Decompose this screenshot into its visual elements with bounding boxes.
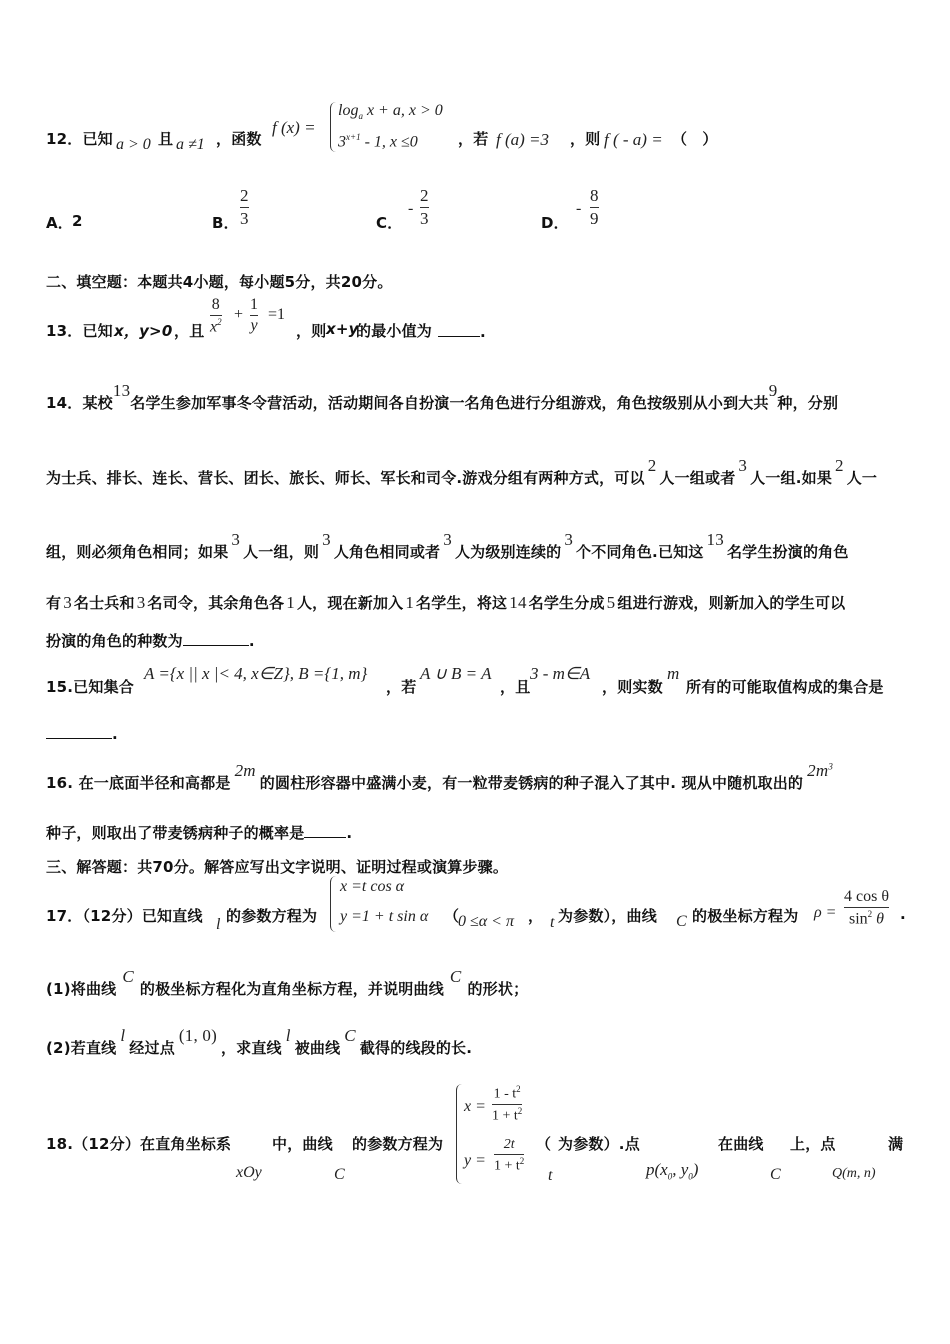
q12-fx: f (x) =: [272, 118, 316, 137]
q13-rest1: ，则: [296, 322, 327, 340]
q12-option-a-value: 2: [72, 212, 83, 230]
q12-cond1: a > 0: [116, 136, 151, 153]
q17-prefix: 17．（12分）已知直线: [46, 907, 203, 925]
q12-if-text: ，若: [458, 130, 489, 148]
q15-answer-blank[interactable]: .: [46, 724, 118, 743]
q18-paren-open: （: [536, 1135, 552, 1153]
q12-option-c-fraction: 2 3: [420, 186, 429, 228]
q13-plus: +: [234, 306, 244, 323]
q18-paren-close: 为参数）.点: [558, 1135, 640, 1153]
q18-brace: [456, 1084, 463, 1184]
q17-eq2: y =1 + t sin α: [340, 908, 429, 925]
q12-cond2: a ≠1: [176, 136, 205, 153]
q12-and: 且: [158, 130, 174, 148]
q13-rest2: 的最小值为: [356, 322, 433, 340]
q17-range: 0 ≤α < π: [458, 913, 514, 930]
q15-and: ，且: [500, 678, 531, 696]
q12-fma: f ( - a) =: [604, 130, 663, 149]
q18-on-text: 上，点: [790, 1135, 836, 1153]
q18-C2: C: [770, 1166, 781, 1183]
q18-mid2: 的参数方程为: [352, 1135, 444, 1153]
q18-on-curve: 在曲线: [718, 1135, 764, 1153]
section-3-heading: 三、解答题：共70分。解答应写出文字说明、证明过程或演算步骤。: [46, 858, 509, 876]
q16-line1: 16. 在一底面半径和高都是2m的圆柱形容器中盛满小麦，有一粒带麦锈病的种子混入了其中. 现从中随机取出的$2m^3$: [46, 761, 834, 792]
q13-answer-blank[interactable]: .: [438, 320, 486, 341]
q15-m: m: [667, 664, 680, 683]
q15-if: ，若: [386, 678, 417, 696]
q12-option-d-label: D．: [541, 214, 569, 232]
q12-brace: [330, 102, 337, 152]
q18-y-fraction: 2t $1 + t^2$: [494, 1137, 525, 1174]
section-2-heading: 二、填空题：本题共4小题，每小题5分，共20分。: [46, 273, 393, 291]
q17-polar-text: 的极坐标方程为: [692, 907, 799, 925]
q15-cond: 3 - m∈A: [530, 664, 591, 683]
q17-comma: ，: [528, 907, 544, 925]
q15-union: A ∪ B = A: [420, 664, 492, 683]
q12-paren: （ ）: [672, 130, 718, 148]
q12-case2: $3^{x+1} - 1$, x ≤0: [338, 132, 418, 151]
q14-line2: 为士兵、排长、连长、营长、团长、旅长、师长、军长和司令.游戏分组有两种方式，可以2人一组或者3人一组.如果2人一: [46, 456, 878, 487]
q18-mid1: 中，曲线: [272, 1135, 333, 1153]
q15-set-def: A ={x || x |< 4, x∈Z}, B ={1, m}: [144, 664, 368, 683]
q18-point-p: $p(x_0$, $y_0$): [646, 1160, 699, 1182]
q13-fraction-2: 1 y: [250, 296, 258, 335]
q16-answer-blank[interactable]: [304, 823, 346, 838]
q18-point-q: Q(m, n): [832, 1166, 876, 1181]
q15-rest2: 所有的可能取值构成的集合是: [686, 678, 884, 696]
q17-end: .: [900, 905, 906, 923]
q12-option-d-sign: -: [576, 200, 582, 217]
q15-prefix: 15.已知集合: [46, 678, 134, 696]
q12-func-label: ，函数: [216, 130, 262, 148]
q14-answer-blank[interactable]: [183, 631, 249, 646]
q14-line4: 有 3 名士兵和 3 名司令，其余角色各 1 人，现在新加入 1 名学生，将这 14 名学生分成 5 组进行游戏，则新加入的学生可以: [46, 593, 846, 612]
q17-t: t: [550, 914, 555, 931]
q17-param-text: 的参数方程为: [226, 907, 318, 925]
q13-and: ，且: [174, 322, 205, 340]
q18-t: t: [548, 1167, 553, 1184]
q13-expr: x+y: [326, 320, 359, 338]
q17-brace: [330, 876, 337, 932]
q12-option-a-label: A．: [46, 214, 74, 232]
q18-x-fraction: $1 - t^2$ $1 + t^2$: [492, 1084, 523, 1124]
q17-polar-fraction: 4 cos θ $\sin^2 \theta$: [844, 888, 889, 928]
q12-option-c-sign: -: [408, 200, 414, 217]
q17-rho: ρ =: [814, 904, 837, 921]
q17-C: C: [676, 913, 687, 930]
q13-eq: =1: [268, 306, 286, 323]
q13-prefix: 13．已知: [46, 322, 113, 340]
q14-line3: 组，则必须角色相同；如果3人一组，则3人角色相同或者3人为级别连续的3个不同角色.已知这13名学生扮演的角色: [46, 530, 849, 561]
q17-l: l: [216, 916, 221, 933]
q13-vars: x，y>0: [114, 322, 173, 340]
q18-x-eq: x =: [464, 1098, 486, 1115]
q12-option-c-label: C．: [376, 214, 403, 232]
q12-case1: $\log_a x + a$, x > 0: [338, 102, 443, 122]
q18-C: C: [334, 1166, 345, 1183]
q18-y-eq: y =: [464, 1152, 486, 1169]
q14-line1: 14．某校13名学生参加军事冬令营活动，活动期间各自扮演一名角色进行分组游戏，角色按级别从小到大共9种，分别: [46, 381, 839, 412]
q17-part1: (1)将曲线C的极坐标方程化为直角坐标方程，并说明曲线C的形状；: [46, 967, 529, 998]
q17-param-end: 为参数），曲线: [558, 907, 657, 925]
q17-eq1: x =t cos α: [340, 878, 405, 895]
q12-option-d-fraction: 8 9: [590, 186, 599, 228]
q14-line5: 扮演的角色的种数为 .: [46, 632, 255, 650]
q18-satisfy: 满: [888, 1135, 904, 1153]
q12-fa: f (a) =3: [496, 130, 550, 149]
q17-range-open: （: [444, 907, 460, 925]
q12-prefix: 12．已知: [46, 130, 113, 148]
q18-prefix: 18.（12分）在直角坐标系: [46, 1135, 232, 1153]
q18-xoy: xOy: [236, 1164, 262, 1181]
q17-part2: (2)若直线l经过点(1, 0)，求直线l被曲线C截得的线段的长.: [46, 1026, 473, 1057]
q16-line2: 种子，则取出了带麦锈病种子的概率是 .: [46, 824, 353, 842]
q12-then-text: ，则: [570, 130, 601, 148]
q12-option-b-fraction: 2 3: [240, 186, 249, 228]
q12-option-b-label: B．: [212, 214, 239, 232]
q13-fraction-1: 8 $x^2$: [210, 296, 222, 336]
q15-rest: ，则实数: [602, 678, 663, 696]
